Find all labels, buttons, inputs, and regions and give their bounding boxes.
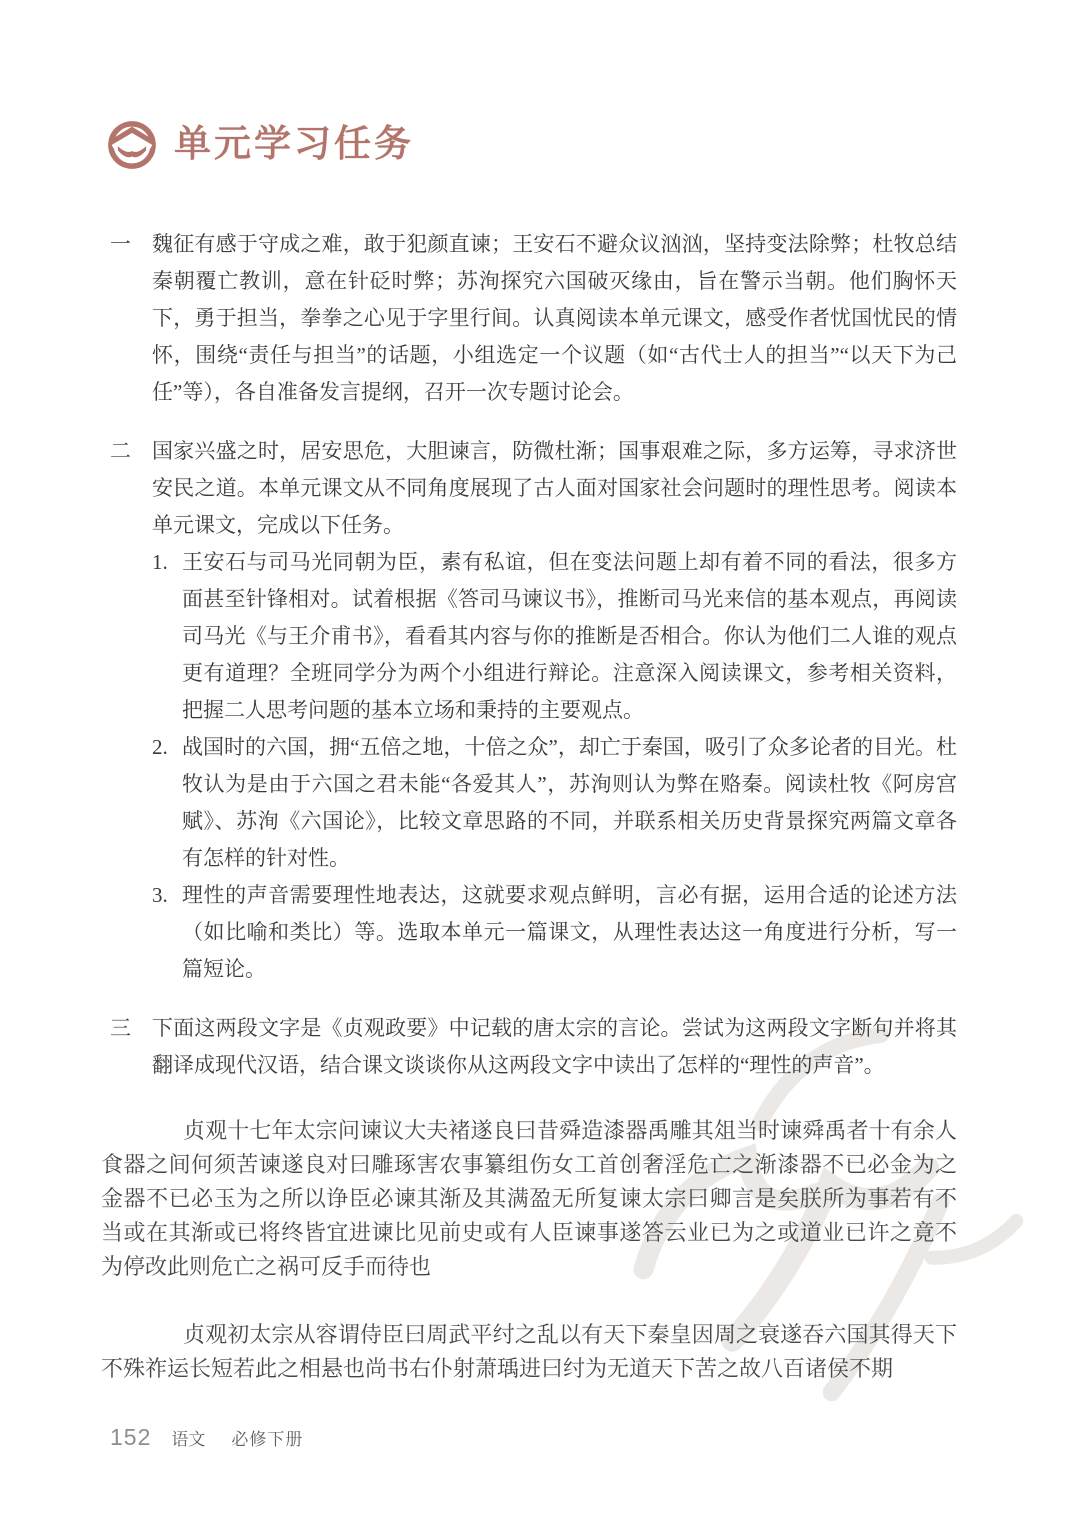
item-1-number: 1. xyxy=(152,550,168,574)
page-content xyxy=(101,226,957,1386)
classical-passage-1: 贞观十七年太宗问谏议大夫褚遂良曰昔舜造漆器禹雕其俎当时谏舜禹者十有余人食器之间何须苦谏遂良对曰雕琢害农事纂组伤女工首创奢淫危亡之渐漆器不已必金为之金器不已必玉为之所以诤臣必谏其渐及其满盈无所复谏太宗曰卿言是矣朕所为事若有不当或在其渐或已将终皆宜进谏比见前史或有人臣谏事遂答云业已为之或道业已许之竟不为停改此则危亡之祸可反手而待也 xyxy=(101,1118,957,1279)
page-title: 单元学习任务 xyxy=(174,123,414,165)
classical-passage-2: 贞观初太宗从容谓侍臣曰周武平纣之乱以有天下秦皇因周之衰遂吞六国其得天下不殊祚运长短若此之相悬也尚书右仆射萧瑀进曰纣为无道天下苦之故八百诸侯不期 xyxy=(101,1322,957,1381)
item-3-number: 3. xyxy=(152,883,168,907)
footer-volume: 必修下册 xyxy=(231,1430,304,1449)
task-item-3 xyxy=(152,877,957,988)
section-1-marker: 一 xyxy=(110,232,131,256)
task-item-2 xyxy=(152,729,957,877)
section-2-intro: 国家兴盛之时，居安思危，大胆谏言，防微杜渐；国事艰难之际，多方运筹，寻求济世安民之道。本单元课文从不同角度展现了古人面对国家社会问题时的理性思考。阅读本单元课文，完成以下任务。 xyxy=(152,439,957,537)
section-3-marker: 三 xyxy=(110,1016,131,1040)
item-3-text: 理性的声音需要理性地表达，这就要求观点鲜明，言必有据，运用合适的论述方法（如比喻和类比）等。选取本单元一篇课文，从理性表达这一角度进行分析，写一篇短论。 xyxy=(182,883,957,981)
item-1-text: 王安石与司马光同朝为臣，素有私谊，但在变法问题上却有着不同的看法，很多方面甚至针锋相对。试着根据《答司马谏议书》，推断司马光来信的基本观点，再阅读司马光《与王介甫书》，看看其内容与你的推断是否相合。你认为他们二人谁的观点更有道理？全班同学分为两个小组进行辩论。注意深入阅读课文，参考相关资料，把握二人思考问题的基本立场和秉持的主要观点。 xyxy=(182,550,957,722)
item-2-text: 战国时的六国，拥“五倍之地，十倍之众”，却亡于秦国，吸引了众多论者的目光。杜牧认为是由于六国之君未能“各爱其人”，苏洵则认为弊在赂秦。阅读杜牧《阿房宫赋》、苏洵《六国论》，比较文章思路的不同，并联系相关历史背景探究两篇文章各有怎样的针对性。 xyxy=(182,735,957,870)
page-header xyxy=(106,94,414,196)
page-number: 152 xyxy=(110,1424,152,1450)
section-1-text: 魏征有感于守成之难，敢于犯颜直谏；王安石不避众议汹汹，坚持变法除弊；杜牧总结秦朝覆亡教训，意在针砭时弊；苏洵探究六国破灭缘由，旨在警示当朝。他们胸怀天下，勇于担当，拳拳之心见于字里行间。认真阅读本单元课文，感受作者忧国忧民的情怀，围绕“责任与担当”的话题，小组选定一个议题（如“古代士人的担当”“以天下为己任”等），各自准备发言提纲，召开一次专题讨论会。 xyxy=(152,232,957,404)
page-footer xyxy=(110,1424,303,1451)
section-2-marker: 二 xyxy=(110,439,131,463)
footer-subject: 语文 xyxy=(171,1430,206,1449)
task-section-2 xyxy=(110,433,957,988)
item-2-number: 2. xyxy=(152,735,168,759)
section-3-text: 下面这两段文字是《贞观政要》中记载的唐太宗的言论。尝试为这两段文字断句并将其翻译成现代汉语，结合课文谈谈你从这两段文字中读出了怎样的“理性的声音”。 xyxy=(152,1016,957,1077)
open-book-circle-icon xyxy=(106,119,158,171)
task-item-1 xyxy=(152,544,957,729)
task-section-1 xyxy=(110,226,957,411)
task-section-3 xyxy=(110,1010,957,1084)
